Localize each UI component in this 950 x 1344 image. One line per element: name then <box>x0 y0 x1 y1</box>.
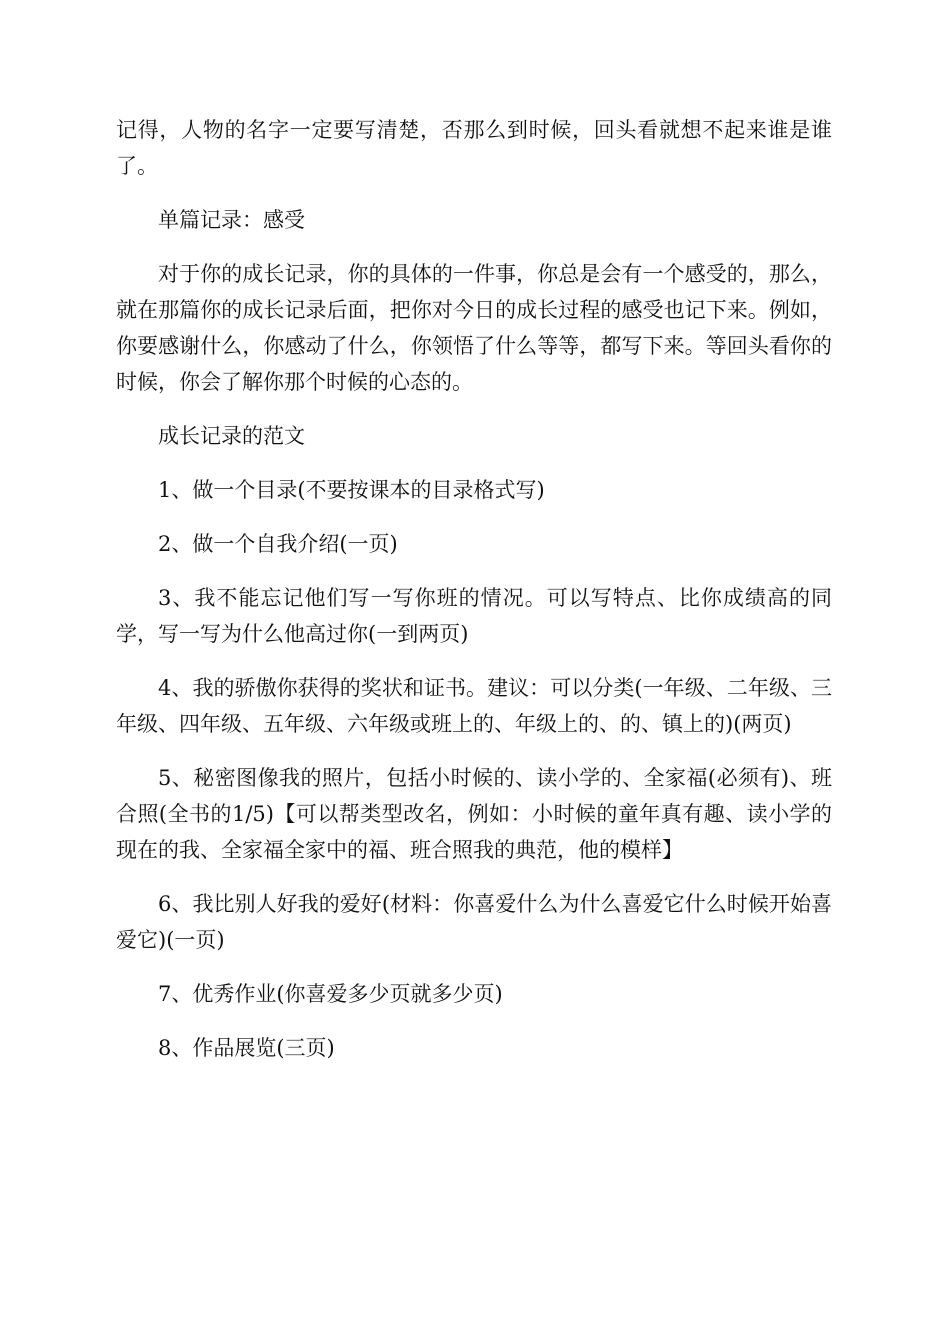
section-heading-sample: 成长记录的范文 <box>158 424 305 448</box>
list-item-2: 2、做一个自我介绍(一页) <box>158 532 398 556</box>
paragraph-intro-continuation: 记得，人物的名字一定要写清楚，否那么到时候，回头看就想不起来谁是谁了。 <box>116 118 832 178</box>
paragraph-feelings: 对于你的成长记录，你的具体的一件事，你总是会有一个感受的，那么，就在那篇你的成长记录后面，把你对今日的成长过程的感受也记下来。例如，你要感谢什么，你感动了什么，你领悟了什么等等，都写下来。等回头看你的时候，你会了解你那个时候的心态的。 <box>116 262 832 394</box>
document-body <box>116 112 832 1084</box>
list-item-1: 1、做一个目录(不要按课本的目录格式写) <box>158 478 545 502</box>
list-item-5: 5、秘密图像我的照片，包括小时候的、读小学的、全家福(必须有)、班合照(全书的1/5)【可以帮类型改名，例如：小时候的童年真有趣、读小学的现在的我、全家福全家中的福、班合照我的典范，他的模样】 <box>116 766 832 862</box>
list-item-6: 6、我比别人好我的爱好(材料：你喜爱什么为什么喜爱它什么时候开始喜爱它)(一页) <box>116 892 832 952</box>
list-item-7: 7、优秀作业(你喜爱多少页就多少页) <box>158 982 503 1006</box>
list-item-8: 8、作品展览(三页) <box>158 1036 335 1060</box>
list-item-4: 4、我的骄傲你获得的奖状和证书。建议：可以分类(一年级、二年级、三年级、四年级、五年级、六年级或班上的、年级上的、的、镇上的)(两页) <box>116 676 832 736</box>
section-heading-feelings: 单篇记录：感受 <box>158 208 305 232</box>
list-item-3: 3、我不能忘记他们写一写你班的情况。可以写特点、比你成绩高的同学，写一写为什么他高过你(一到两页) <box>116 586 832 646</box>
